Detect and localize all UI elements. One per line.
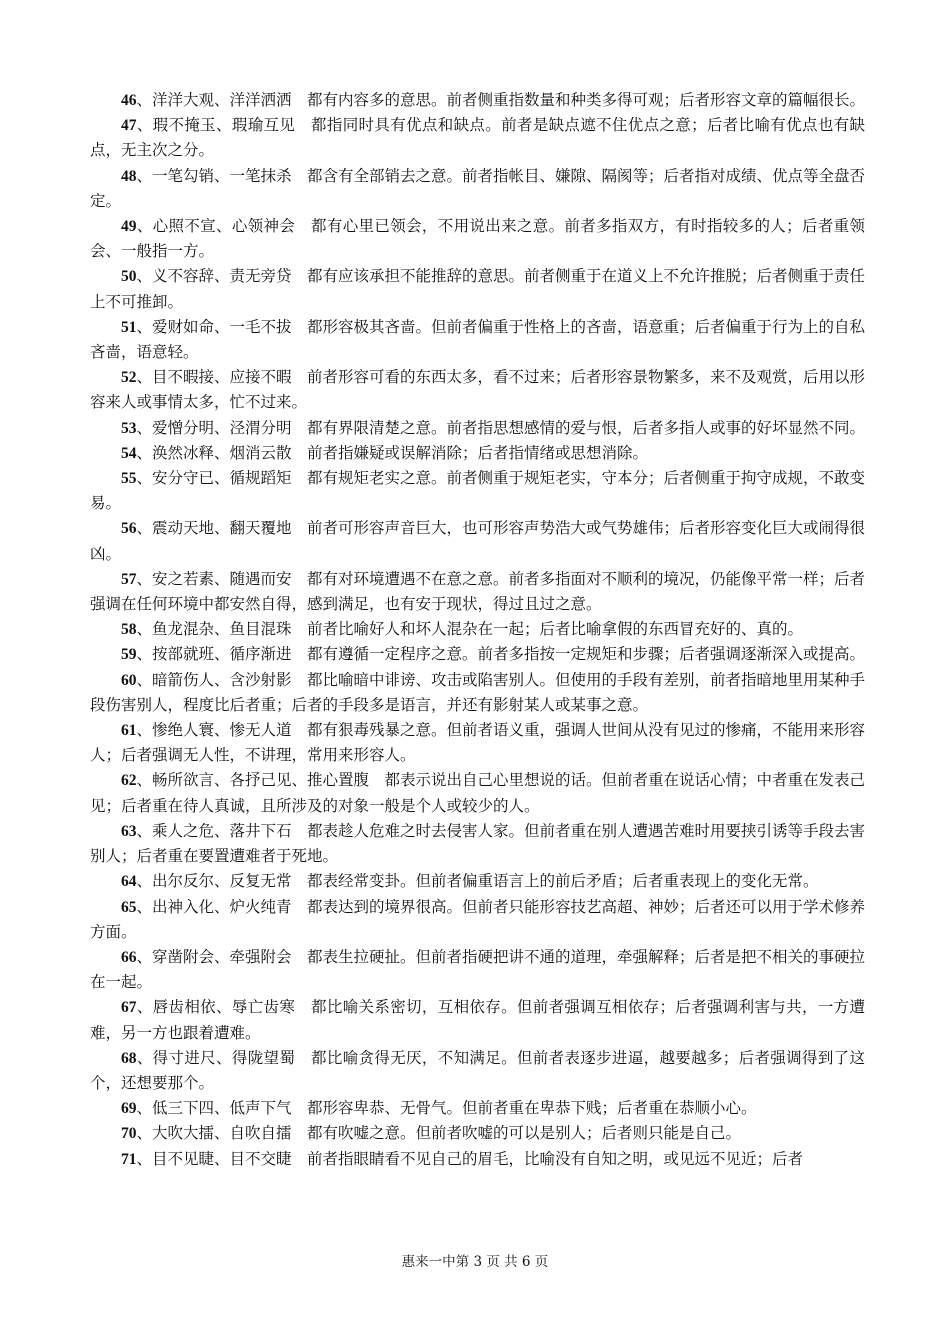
entry-number: 65 [121,898,137,916]
idiom-entry [90,466,865,516]
entry-number: 61 [121,722,137,740]
entry-text: 、目不暇接、应接不暇 前者形容可看的东西太多，看不过来；后者形容景物繁多，来不及观赏，后用以形容来人或事情太多，忙不过来。 [90,368,866,412]
entry-number: 50 [121,268,137,286]
entry-number: 59 [121,646,137,664]
entry-text: 、畅所欲言、各抒己见、推心置腹 都表示说出自己心里想说的话。但前者重在说话心情；中者重在发表己见；后者重在待人真诚，且所涉及的对象一般是个人或较少的人。 [90,771,866,815]
entry-number: 51 [121,318,137,336]
idiom-entry [90,768,865,818]
entry-text: 、鱼龙混杂、鱼目混珠 前者比喻好人和坏人混杂在一起；后者比喻拿假的东西冒充好的、真的。 [136,620,804,639]
entry-number: 60 [121,671,137,689]
entry-text: 、爱财如命、一毛不拔 都形容极其吝啬。但前者偏重于性格上的吝啬，语意重；后者偏重于行为上的自私吝啬，语意轻。 [90,317,866,362]
idiom-entry [90,995,865,1045]
entry-number: 62 [121,772,137,790]
entry-number: 54 [121,444,137,462]
entry-text: 、按部就班、循序渐进 都有遵循一定程序之意。前者多指按一定规矩和步骤；后者强调逐渐深入或提高。 [136,645,866,664]
idiom-entry [90,567,865,617]
entry-number: 53 [121,419,137,437]
entry-number: 69 [121,1100,137,1118]
entry-number: 70 [121,1125,137,1143]
idiom-entry [90,1096,865,1121]
entry-number: 48 [121,167,137,185]
entry-text: 、暗箭伤人、含沙射影 都比喻暗中诽谤、攻击或陷害别人。但使用的手段有差别，前者指暗地里用某种手段伤害别人，程度比后者重；后者的手段多是语言，并还有影射某人或某事之意。 [90,670,866,714]
entry-number: 52 [121,369,137,387]
idiom-entry [90,617,865,642]
entry-text: 、出神入化、炉火纯青 都表达到的境界很高。但前者只能形容技艺高超、神妙；后者还可以用于学术修养方面。 [90,897,866,941]
entry-text: 、安之若素、随遇而安 都有对环境遭遇不在意之意。前者多指面对不顺利的境况，仍能像平常一样；后者强调在任何环境中都安然自得，感到满足，也有安于现状，得过且过之意。 [90,569,866,614]
entry-text: 、惨绝人寰、惨无人道 都有狠毒残暴之意。但前者语义重，强调人世间从没有见过的惨痛，不能用来形容人；后者强调无人性，不讲理，常用来形容人。 [90,721,866,765]
idiom-entry [90,264,865,314]
idiom-entry [90,516,865,566]
entry-text: 、涣然冰释、烟消云散 前者指嫌疑或误解消除；后者指情绪或思想消除。 [136,443,649,462]
idiom-entry [90,1147,865,1172]
entry-number: 49 [121,218,137,236]
entry-number: 58 [121,621,137,639]
idiom-entry [90,88,865,113]
idiom-entry [90,365,865,415]
entry-text: 、得寸进尺、得陇望蜀 都比喻贪得无厌，不知满足。但前者表逐步进逼，越要越多；后者强调得到了这个，还想要那个。 [90,1048,865,1092]
idiom-entry-list [90,88,865,1172]
entry-number: 67 [121,999,137,1017]
entry-text: 、目不见睫、目不交睫 前者指眼睛看不见自己的眉毛，比喻没有自知之明，或见远不见近；后者 [136,1149,804,1168]
page-footer: 惠来一中第 3 页 共 6 页 [401,1254,549,1270]
idiom-entry [90,315,865,365]
entry-text: 、乘人之危、落井下石 都表趁人危难之时去侵害人家。但前者重在别人遭遇苦难时用要挟引诱等手段去害别人；后者重在要置遭难者于死地。 [90,821,866,866]
entry-number: 55 [121,470,137,488]
entry-text: 、一笔勾销、一笔抹杀 都含有全部销去之意。前者指帐目、嫌隙、隔阂等；后者指对成绩、优点等全盘否定。 [90,166,866,210]
entry-text: 、唇齿相依、辱亡齿寒 都比喻关系密切，互相依存。但前者强调互相依存；后者强调利害与共，一方遭难，另一方也跟着遭难。 [90,998,865,1042]
idiom-entry [90,718,865,768]
idiom-entry [90,642,865,667]
entry-number: 68 [121,1049,137,1067]
idiom-entry [90,164,865,214]
idiom-entry [90,113,865,163]
idiom-entry [90,869,865,894]
entry-text: 、义不容辞、责无旁贷 都有应该承担不能推辞的意思。前者侧重于在道义上不允许推脱；后者侧重于责任上不可推卸。 [90,267,866,311]
entry-text: 、震动天地、翻天覆地 前者可形容声音巨大，也可形容声势浩大或气势雄伟；后者形容变化巨大或闹得很凶。 [90,519,866,563]
entry-number: 46 [121,92,137,109]
entry-text: 、大吹大擂、自吹自擂 都有吹嘘之意。但前者吹嘘的可以是别人；后者则只能是自己。 [136,1124,742,1143]
idiom-entry [90,819,865,869]
entry-text: 、心照不宣、心领神会 都有心里已领会，不用说出来之意。前者多指双方，有时指较多的人；后者重领会、一般指一方。 [90,217,865,261]
idiom-entry [90,895,865,945]
idiom-entry [90,945,865,995]
entry-text: 、低三下四、低声下气 都形容卑恭、无骨气。但前者重在卑恭下贱；后者重在恭顺小心。 [136,1099,757,1118]
idiom-entry [90,441,865,466]
entry-number: 64 [121,873,137,891]
entry-number: 57 [121,570,137,588]
entry-text: 、瑕不掩玉、瑕瑜互见 都指同时具有优点和缺点。前者是缺点遮不住优点之意；后者比喻有优点也有缺点，无主次之分。 [90,116,865,160]
entry-number: 47 [121,117,137,135]
idiom-entry [90,214,865,264]
idiom-entry [90,668,865,718]
entry-number: 56 [121,520,137,538]
entry-number: 66 [121,948,137,966]
idiom-entry [90,1121,865,1146]
entry-text: 、出尔反尔、反复无常 都表经常变卦。但前者偏重语言上的前后矛盾；后者重表现上的变化无常。 [136,872,819,891]
entry-text: 、穿凿附会、牵强附会 都表生拉硬扯。但前者指硬把讲不通的道理，牵强解释；后者是把不相关的事硬拉在一起。 [90,947,866,992]
entry-number: 71 [121,1150,137,1168]
entry-number: 63 [121,822,137,840]
entry-text: 、安分守已、循规蹈矩 都有规矩老实之意。前者侧重于规矩老实，守本分；后者侧重于拘守成规，不敢变易。 [90,469,866,513]
entry-text: 、爱憎分明、泾渭分明 都有界限清楚之意。前者指思想感情的爱与恨，后者多指人或事的好坏显然不同。 [136,418,866,437]
idiom-entry [90,1046,865,1096]
idiom-entry [90,416,865,441]
entry-text: 、洋洋大观、洋洋洒洒 都有内容多的意思。前者侧重指数量和种类多得可观；后者形容文章的篇幅很长。 [136,91,866,109]
